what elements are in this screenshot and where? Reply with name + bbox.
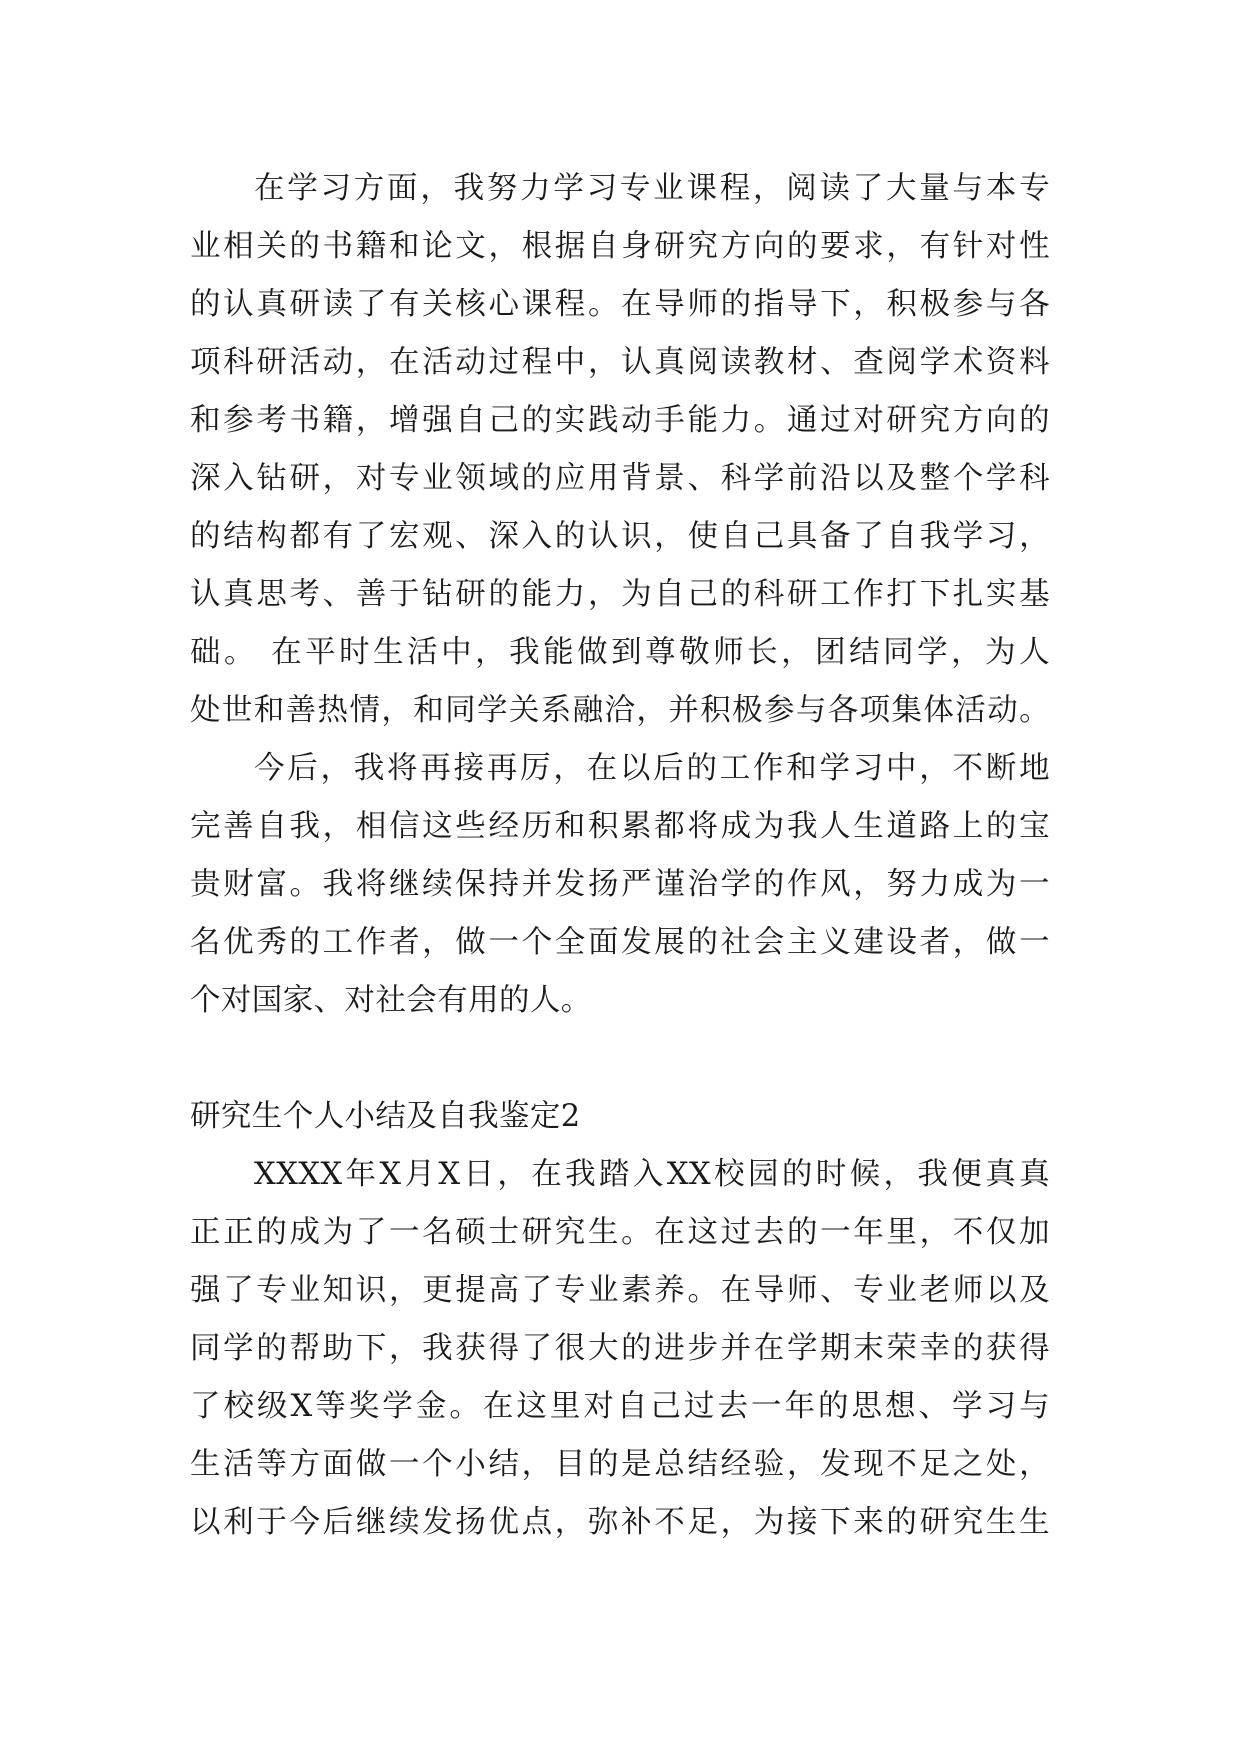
text-line: 生活等方面做一个小结，目的是总结经验，发现不足之处， <box>190 1447 1050 1482</box>
text-line: 础。 在平时生活中，我能做到尊敬师长，团结同学，为人 <box>190 635 1050 670</box>
text-line: 完善自我，相信这些经历和积累都将成为我人生道路上的宝 <box>190 809 1050 844</box>
paragraph-study <box>190 160 1050 740</box>
text-line: 业相关的书籍和论文，根据自身研究方向的要求，有针对性 <box>190 229 1050 264</box>
text-line: 的结构都有了宏观、深入的认识，使自己具备了自我学习， <box>190 519 1050 554</box>
text-line: 的认真研读了有关核心课程。在导师的指导下，积极参与各 <box>190 287 1050 322</box>
text-line: 深入钻研，对专业领域的应用背景、科学前沿以及整个学科 <box>190 461 1050 496</box>
paragraph-intro <box>190 1146 1050 1552</box>
text-line: 在学习方面，我努力学习专业课程，阅读了大量与本专 <box>254 171 1050 206</box>
text-line: 认真思考、善于钻研的能力，为自己的科研工作打下扎实基 <box>190 577 1050 612</box>
text-line: 同学的帮助下，我获得了很大的进步并在学期末荣幸的获得 <box>190 1331 1050 1366</box>
text-line: 和参考书籍，增强自己的实践动手能力。通过对研究方向的 <box>190 403 1050 438</box>
section-heading: 研究生个人小结及自我鉴定2 <box>190 1099 581 1134</box>
text-line: 处世和善热情，和同学关系融洽，并积极参与各项集体活动。 <box>190 693 1050 728</box>
text-line: 个对国家、对社会有用的人。 <box>190 983 592 1018</box>
text-line: 名优秀的工作者，做一个全面发展的社会主义建设者，做一 <box>190 925 1050 960</box>
text-line: 今后，我将再接再厉，在以后的工作和学习中，不断地 <box>254 751 1050 786</box>
text-line: 强了专业知识，更提高了专业素养。在导师、专业老师以及 <box>190 1273 1050 1308</box>
document-page <box>190 160 1050 1552</box>
text-line: XXXX年X月X日，在我踏入XX校园的时候，我便真真 <box>254 1157 1050 1192</box>
section-spacer <box>190 1030 1050 1088</box>
paragraph-future <box>190 740 1050 1030</box>
text-line: 贵财富。我将继续保持并发扬严谨治学的作风，努力成为一 <box>190 867 1050 902</box>
text-line: 项科研活动，在活动过程中，认真阅读教材、查阅学术资料 <box>190 345 1050 380</box>
text-line: 正正的成为了一名硕士研究生。在这过去的一年里，不仅加 <box>190 1215 1050 1250</box>
text-line: 以利于今后继续发扬优点，弥补不足，为接下来的研究生生 <box>190 1505 1050 1540</box>
text-line: 了校级X等奖学金。在这里对自己过去一年的思想、学习与 <box>190 1389 1050 1424</box>
